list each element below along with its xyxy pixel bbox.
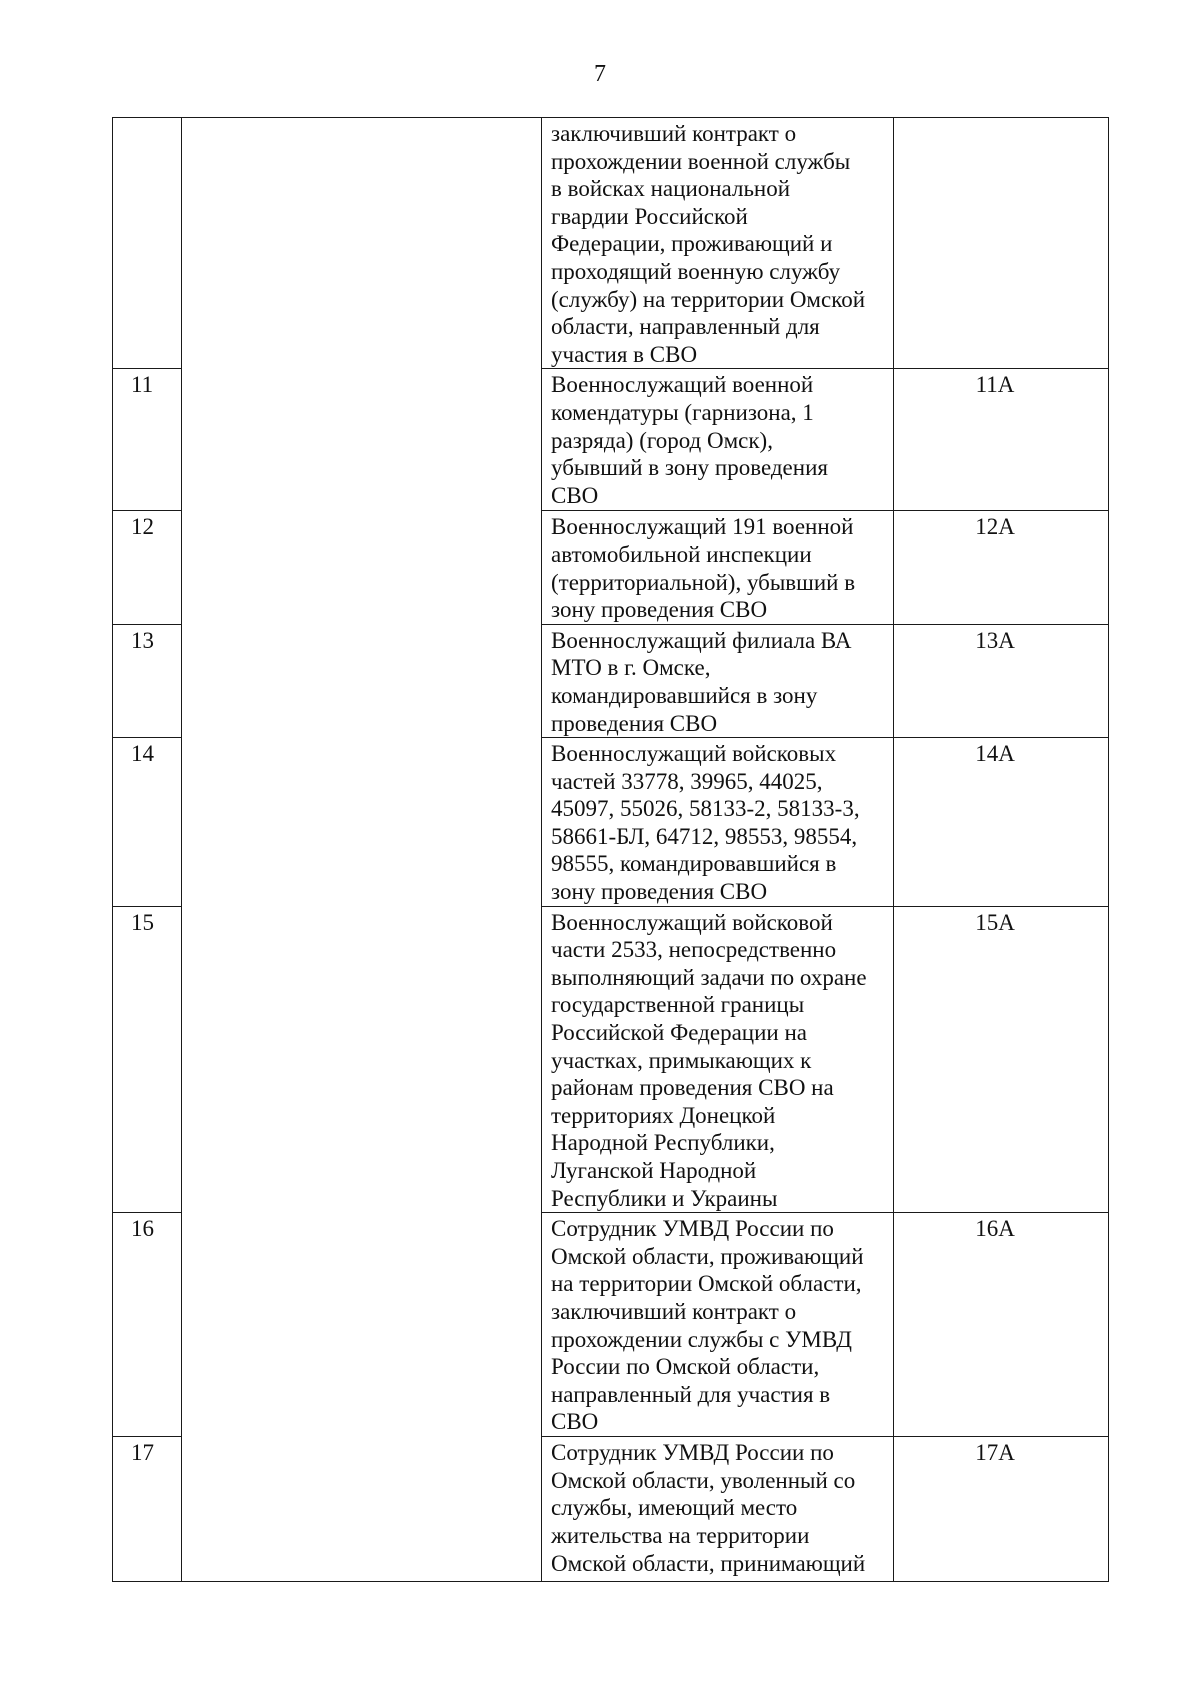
row-description-cell	[542, 1437, 894, 1582]
row-code-cell	[894, 118, 1109, 369]
row-code-cell: 14А	[894, 738, 1109, 907]
row-description-cell	[542, 906, 894, 1213]
row-description-cell	[542, 738, 894, 907]
row-number-cell: 17	[113, 1437, 182, 1582]
page-number: 7	[594, 61, 606, 87]
row-description-cell	[542, 511, 894, 624]
row-number-cell: 12	[113, 511, 182, 624]
row-code-cell: 17А	[894, 1437, 1109, 1582]
row-description-cell	[542, 624, 894, 737]
row-description: Сотрудник УМВД России по Омской области, проживающий на территории Омской области, заключивший контракт о прохождении службы с УМВД России по Омской области, направленный для участия в СВО	[551, 1216, 864, 1435]
row-code-cell: 13А	[894, 624, 1109, 737]
row-code-cell: 15А	[894, 906, 1109, 1213]
row-number-cell: 13	[113, 624, 182, 737]
row-description: Военнослужащий военной комендатуры (гарнизона, 1 разряда) (город Омск), убывший в зону проведения СВО	[551, 372, 828, 508]
row-code-cell: 12А	[894, 511, 1109, 624]
row-description: заключивший контракт о прохождении военной службы в войсках национальной гвардии Российской Федерации, проживающий и проходящий военную службу (службу) на территории Омской области, направленный для участия в СВО	[551, 121, 866, 367]
table-row	[113, 118, 1109, 369]
row-description: Военнослужащий войсковых частей 33778, 39965, 44025, 45097, 55026, 58133-2, 58133-3, 58661-БЛ, 64712, 98553, 98554, 98555, командировавшийся в зону проведения СВО	[551, 741, 860, 905]
row-description-cell	[542, 1213, 894, 1437]
document-table	[112, 117, 1109, 1582]
row-number-cell: 11	[113, 369, 182, 511]
row-description-cell	[542, 369, 894, 511]
row-description: Сотрудник УМВД России по Омской области, уволенный со службы, имеющий место жительства на территории Омской области, принимающий	[551, 1440, 866, 1576]
row-code-cell: 16А	[894, 1213, 1109, 1437]
row-number-cell: 15	[113, 906, 182, 1213]
row-number-cell	[113, 118, 182, 369]
row-description: Военнослужащий войсковой части 2533, непосредственно выполняющий задачи по охране государственной границы Российской Федерации на участках, примыкающих к районам проведения СВО на территориях Донецкой Народной Республики, Луганской Народной Республики и Украины	[551, 909, 867, 1211]
row-number-cell: 14	[113, 738, 182, 907]
row-description: Военнослужащий 191 военной автомобильной инспекции (территориальной), убывший в зону проведения СВО	[551, 514, 856, 623]
table-body	[113, 118, 1109, 1582]
row-description: Военнослужащий филиала ВА МТО в г. Омске, командировавшийся в зону проведения СВО	[551, 627, 852, 736]
row-description-cell	[542, 118, 894, 369]
row-code-cell: 11А	[894, 369, 1109, 511]
row-number-cell: 16	[113, 1213, 182, 1437]
empty-column-cell	[182, 118, 542, 1582]
